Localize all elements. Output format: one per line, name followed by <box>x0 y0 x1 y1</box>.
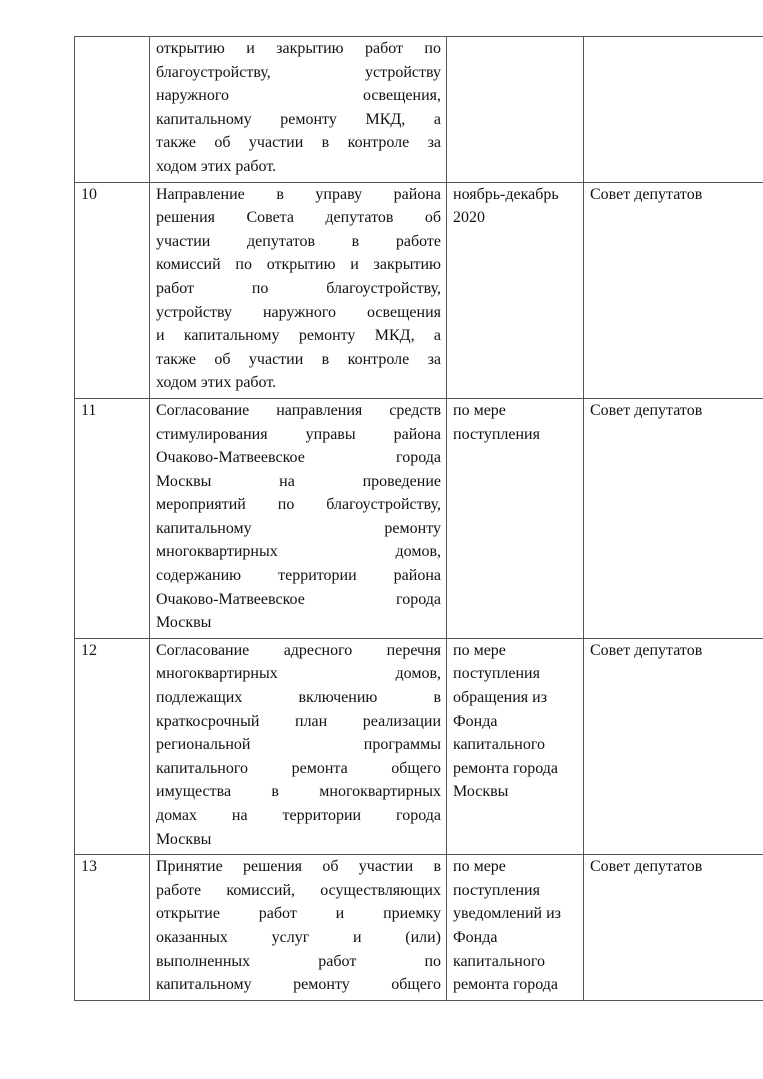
description-line: подлежащих включению в <box>156 689 441 707</box>
row-description <box>150 855 447 1001</box>
description-line: работ по благоустройству, <box>156 279 441 297</box>
description-line: стимулирования управы района <box>156 425 441 443</box>
description-line: также об участии в контроле за <box>156 350 441 368</box>
row-term <box>447 182 584 398</box>
description-line: многоквартирных домов, <box>156 665 441 683</box>
row-responsible: Совет депутатов <box>584 638 763 854</box>
term-line: обращения из <box>453 689 548 707</box>
description-line: капитальному ремонту общего <box>156 976 441 994</box>
term-line: ноябрь-декабрь <box>453 185 559 203</box>
row-number: 12 <box>75 638 150 854</box>
description-line: также об участии в контроле за <box>156 134 441 152</box>
row-number <box>75 37 150 183</box>
term-line: поступления <box>453 425 540 443</box>
row-description <box>150 398 447 638</box>
term-line: Фонда <box>453 712 498 730</box>
description-line: ходом этих работ. <box>156 157 277 175</box>
table-row <box>75 855 763 1001</box>
term-line: капитального <box>453 952 545 970</box>
description-line: Принятие решения об участии в <box>156 858 441 876</box>
description-line: Согласование направления средств <box>156 401 441 419</box>
table-row <box>75 638 763 854</box>
table-row <box>75 182 763 398</box>
description-line: ходом этих работ. <box>156 374 277 392</box>
row-responsible: Совет депутатов <box>584 855 763 1001</box>
plan-table <box>74 36 763 1001</box>
description-line: многоквартирных домов, <box>156 543 441 561</box>
term-line: Москвы <box>453 783 509 801</box>
description-line: Направление в управу района <box>156 185 441 203</box>
description-line: открытие работ и приемку <box>156 905 441 923</box>
description-line: мероприятий по благоустройству, <box>156 496 441 514</box>
description-line: Москвы <box>156 830 212 848</box>
description-line: имущества в многоквартирных <box>156 783 441 801</box>
term-line: ремонта города <box>453 976 559 994</box>
term-line: по мере <box>453 401 506 419</box>
description-line: капитальному ремонту МКД, а <box>156 110 441 128</box>
description-line: Согласование адресного перечня <box>156 641 441 659</box>
term-line: по мере <box>453 641 506 659</box>
description-line: участии депутатов в работе <box>156 232 441 250</box>
term-line: 2020 <box>453 209 485 227</box>
description-line: решения Совета депутатов об <box>156 209 441 227</box>
description-line: Очаково-Матвеевское города <box>156 590 441 608</box>
row-responsible: Совет депутатов <box>584 398 763 638</box>
row-term <box>447 37 584 183</box>
description-line: Москвы на проведение <box>156 472 441 490</box>
row-description <box>150 182 447 398</box>
description-line: наружного освещения, <box>156 87 441 105</box>
description-line: содержанию территории района <box>156 567 441 585</box>
description-line: капитального ремонта общего <box>156 759 441 777</box>
table-row <box>75 37 763 183</box>
term-line: ремонта города <box>453 759 559 777</box>
description-line: оказанных услуг и (или) <box>156 928 441 946</box>
term-line: Фонда <box>453 928 498 946</box>
description-line: капитальному ремонту <box>156 519 441 537</box>
table-row <box>75 398 763 638</box>
row-number: 13 <box>75 855 150 1001</box>
row-description <box>150 638 447 854</box>
term-line: уведомлений из <box>453 905 561 923</box>
row-number: 10 <box>75 182 150 398</box>
description-line: региональной программы <box>156 736 441 754</box>
row-description <box>150 37 447 183</box>
row-term <box>447 855 584 1001</box>
description-line: открытию и закрытию работ по <box>156 40 441 57</box>
description-line: и капитальному ремонту МКД, а <box>156 327 441 345</box>
term-line: капитального <box>453 736 545 754</box>
description-line: Москвы <box>156 614 212 632</box>
term-line: по мере <box>453 858 506 876</box>
row-responsible: Совет депутатов <box>584 182 763 398</box>
description-line: благоустройству, устройству <box>156 63 441 81</box>
plan-table-body <box>75 37 763 1001</box>
description-line: краткосрочный план реализации <box>156 712 441 730</box>
row-term <box>447 638 584 854</box>
description-line: устройству наружного освещения <box>156 303 441 321</box>
term-line: поступления <box>453 665 540 683</box>
row-term <box>447 398 584 638</box>
description-line: выполненных работ по <box>156 952 441 970</box>
description-line: комиссий по открытию и закрытию <box>156 256 441 274</box>
row-number: 11 <box>75 398 150 638</box>
term-line: поступления <box>453 881 540 899</box>
row-responsible <box>584 37 763 183</box>
description-line: Очаково-Матвеевское города <box>156 449 441 467</box>
description-line: работе комиссий, осуществляющих <box>156 881 441 899</box>
description-line: домах на территории города <box>156 807 441 824</box>
